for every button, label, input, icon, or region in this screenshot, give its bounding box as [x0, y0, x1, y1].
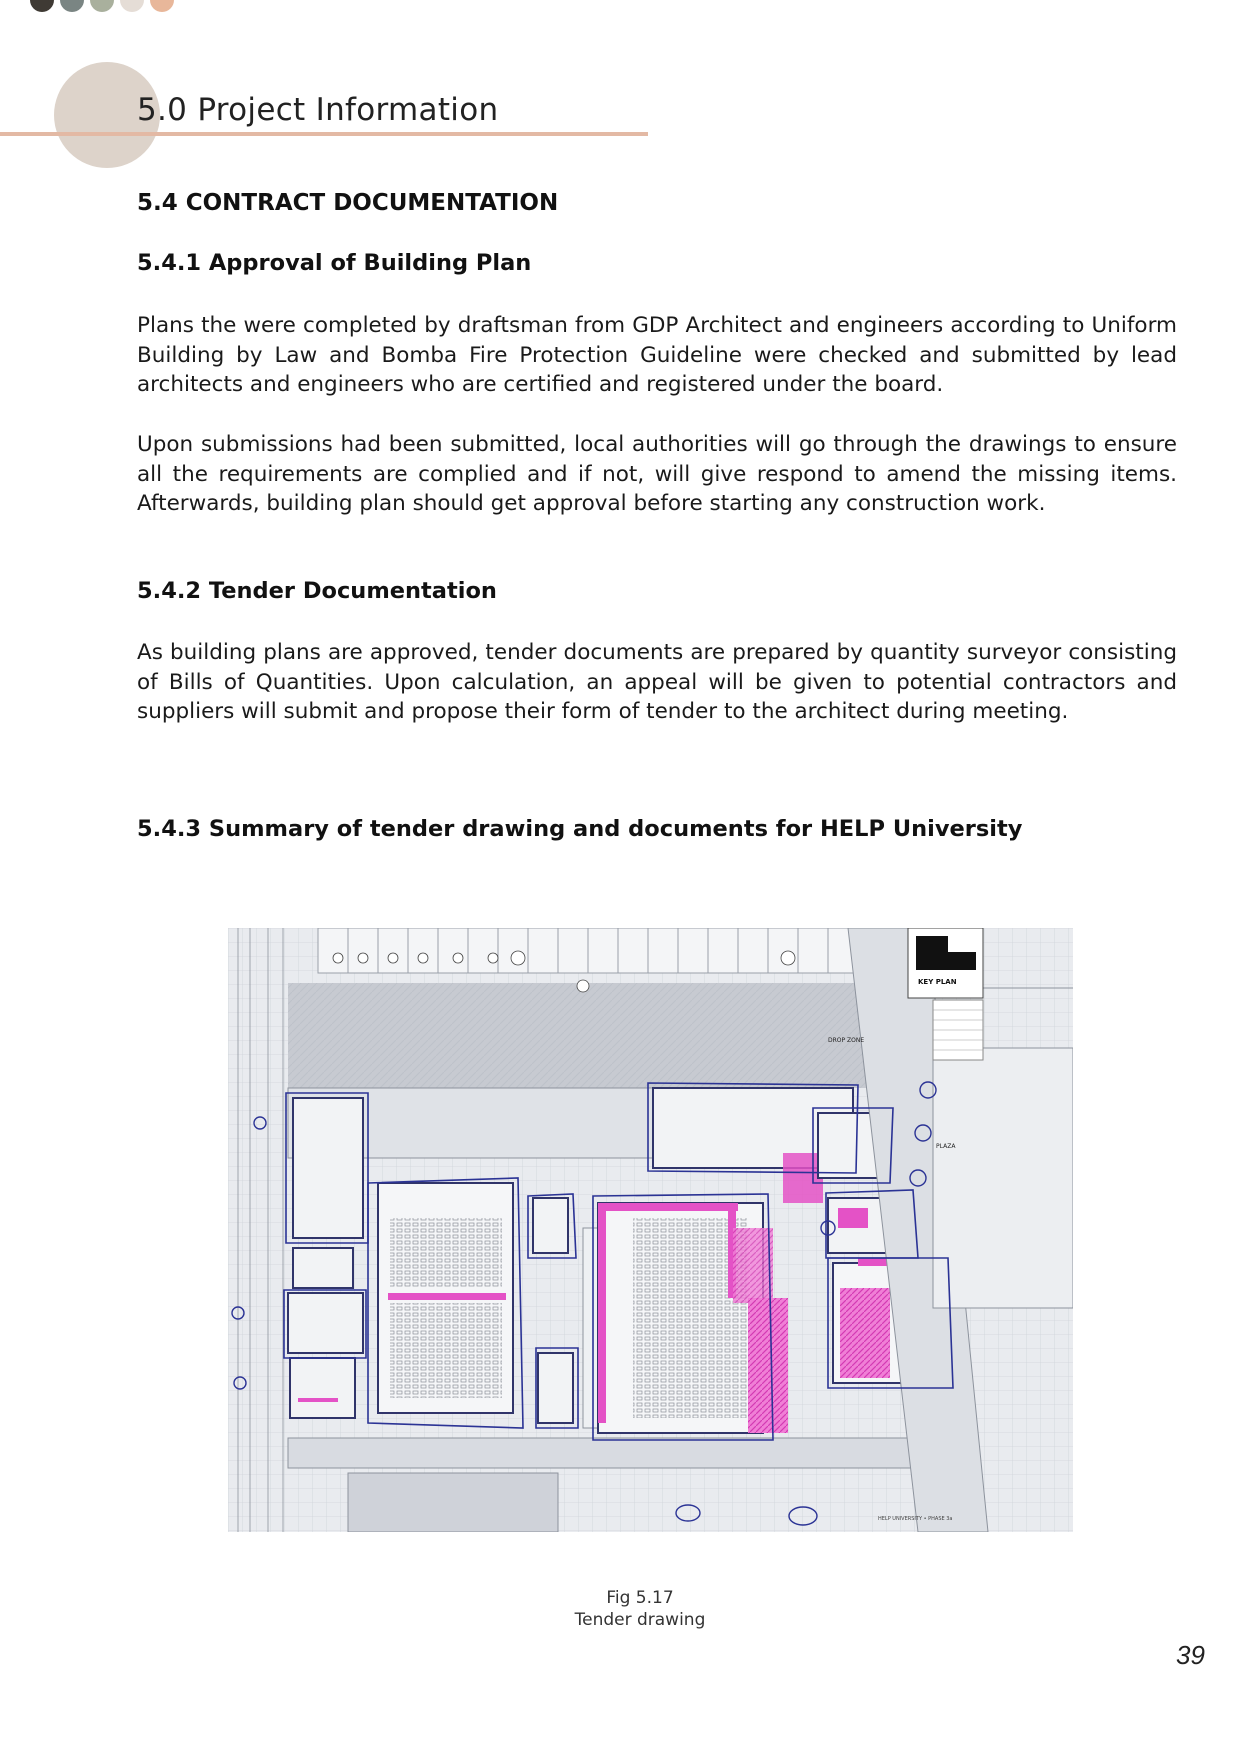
- subsection-1: [137, 250, 1177, 276]
- subsection-heading: 5.4.2 Tender Documentation: [137, 578, 497, 604]
- palette-dot-2: [60, 0, 84, 12]
- subsection-1-para-1-wrap: [137, 311, 1177, 400]
- floor-plan-drawing: [228, 928, 1073, 1532]
- plaza-label: PLAZA: [936, 1143, 956, 1150]
- paragraph: Plans the were completed by draftsman from GDP Architect and engineers according to Uniform Building by Law and Bomba Fire Protection Guideline were checked and submitted by lead architects and engineers who are certified and registered under the board.: [137, 313, 1177, 397]
- header-rule: [0, 132, 648, 136]
- subsection-1-para-2-wrap: [137, 430, 1177, 519]
- section-heading: 5.4 CONTRACT DOCUMENTATION: [137, 190, 559, 216]
- paragraph: Upon submissions had been submitted, local authorities will go through the drawings to ensure all the requirements are complied and if not, will give respond to amend the missing items. Afterwards, building plan should get approval before starting any construction work.: [137, 432, 1177, 516]
- key-plan-label: KEY PLAN: [918, 978, 957, 986]
- subsection-heading: 5.4.3 Summary of tender drawing and documents for HELP University: [137, 816, 1023, 842]
- palette-dots: [30, 0, 174, 12]
- palette-dot-4: [120, 0, 144, 12]
- subsection-2-para-1-wrap: [137, 638, 1177, 727]
- section-heading-wrap: [137, 190, 1177, 216]
- subsection-3: [137, 816, 1177, 842]
- paragraph: As building plans are approved, tender documents are prepared by quantity surveyor consisting of Bills of Quantities. Upon calculation, an appeal will be given to potential contractors and suppliers will submit and propose their form of tender to the architect during meeting.: [137, 640, 1177, 724]
- figure-caption-text: Tender drawing: [574, 1610, 706, 1630]
- drawing-footer-label: HELP UNIVERSITY • PHASE 3a: [878, 1516, 953, 1522]
- figure-caption-number: Fig 5.17: [606, 1588, 674, 1608]
- subsection-heading: 5.4.1 Approval of Building Plan: [137, 250, 532, 276]
- palette-dot-1: [30, 0, 54, 12]
- page-title: 5.0 Project Information: [137, 92, 499, 128]
- drop-zone-label: DROP ZONE: [828, 1037, 865, 1044]
- page-number: 39: [1176, 1640, 1205, 1670]
- subsection-2: [137, 578, 1177, 604]
- palette-dot-5: [150, 0, 174, 12]
- palette-dot-3: [90, 0, 114, 12]
- tender-drawing-figure: [228, 928, 1073, 1532]
